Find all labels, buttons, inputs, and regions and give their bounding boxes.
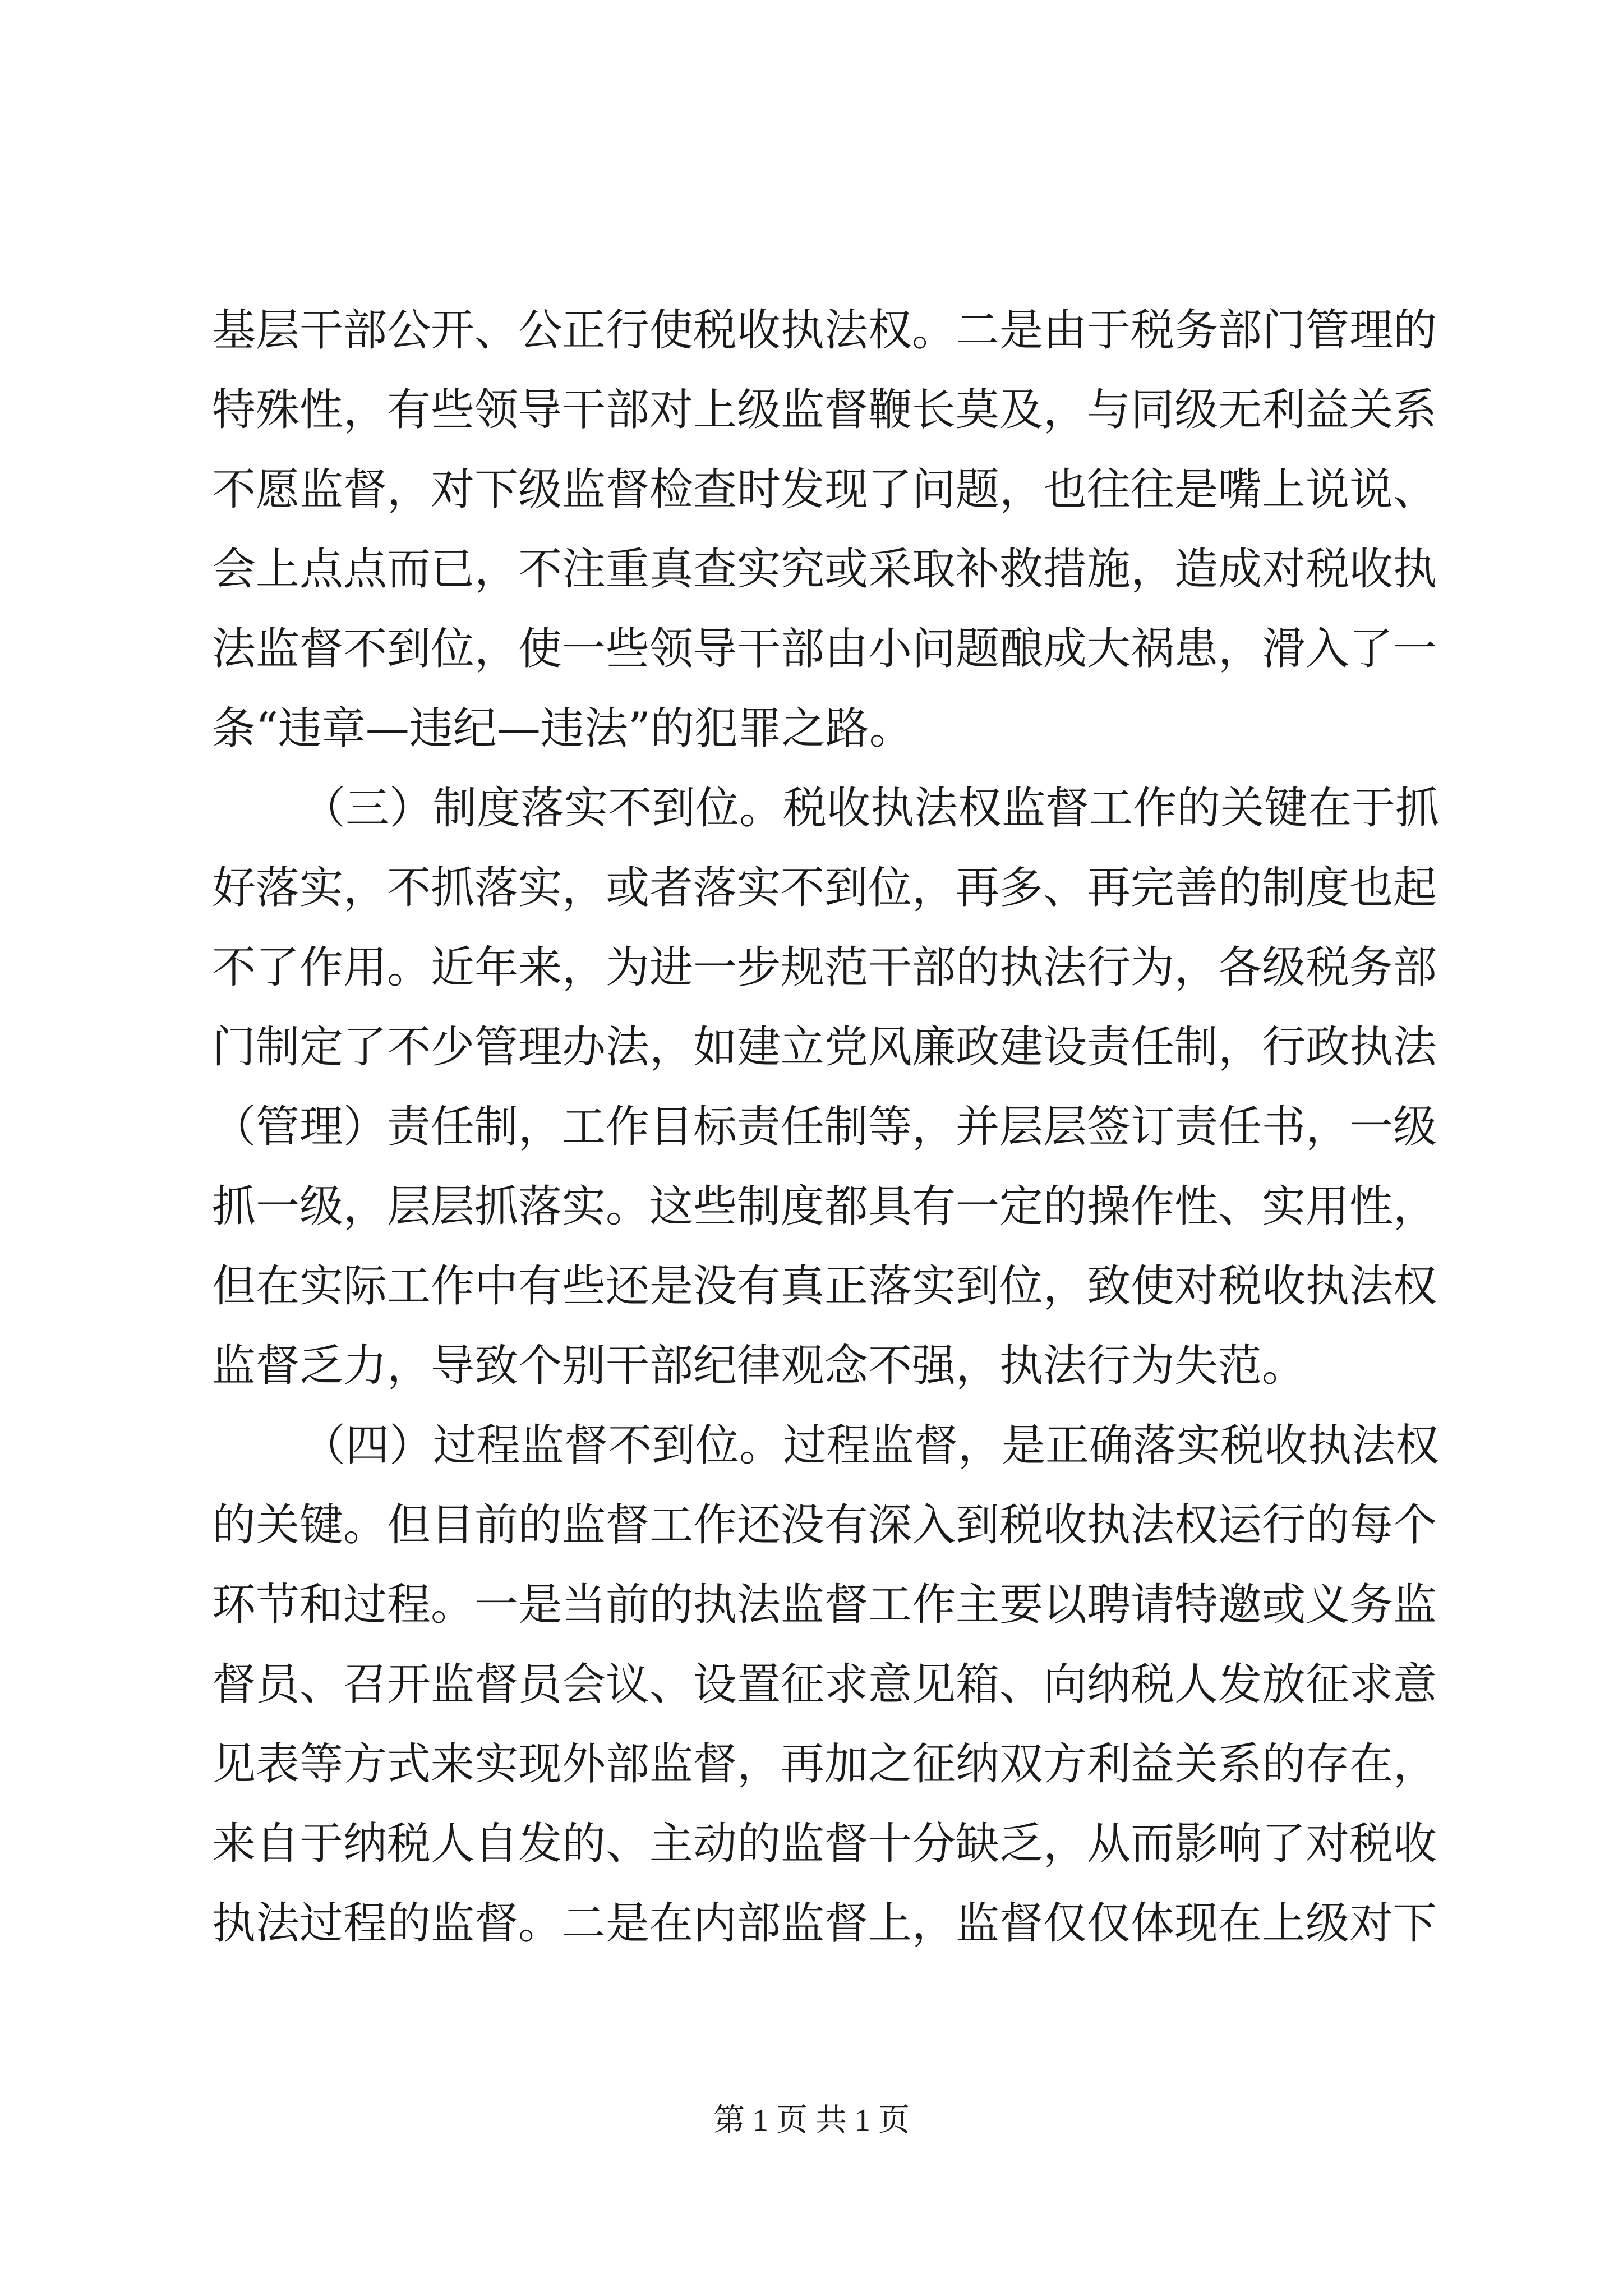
text-line: 督员、召开监督员会议、设置征求意见箱、向纳税人发放征求意 bbox=[212, 1659, 1437, 1710]
text-line: 监督乏力，导致个别干部纪律观念不强，执法行为失范。 bbox=[212, 1341, 1306, 1391]
text-line: 执法过程的监督。二是在内部监督上，监督仅仅体现在上级对下 bbox=[212, 1898, 1437, 1949]
text-line: 特殊性，有些领导干部对上级监督鞭长莫及，与同级无利益关系 bbox=[212, 385, 1437, 435]
page-number: 第 1 页 共 1 页 bbox=[713, 2103, 910, 2138]
text-line: 条“违章—违纪—违法”的犯罪之路。 bbox=[212, 703, 913, 754]
text-line: 门制定了不少管理办法，如建立党风廉政建设责任制，行政执法 bbox=[212, 1022, 1437, 1073]
page-footer bbox=[0, 2098, 1623, 2143]
text-line: 基层干部公开、公正行使税收执法权。二是由于税务部门管理的 bbox=[212, 305, 1437, 356]
text-line: 但在实际工作中有些还是没有真正落实到位，致使对税收执法权 bbox=[212, 1261, 1437, 1312]
text-line: （管理）责任制，工作目标责任制等，并层层签订责任书，一级 bbox=[212, 1102, 1437, 1152]
paragraph-first-line: （四）过程监督不到位。过程监督，是正确落实税收执法权 bbox=[302, 1420, 1440, 1471]
text-line: 来自于纳税人自发的、主动的监督十分缺乏，从而影响了对税收 bbox=[212, 1819, 1437, 1869]
text-line: 法监督不到位，使一些领导干部由小问题酿成大祸患，滑入了一 bbox=[212, 624, 1437, 674]
text-line: 不愿监督，对下级监督检查时发现了问题，也往往是嘴上说说、 bbox=[212, 464, 1437, 515]
text-line: 见表等方式来实现外部监督，再加之征纳双方利益关系的存在， bbox=[212, 1739, 1437, 1789]
text-line: 不了作用。近年来，为进一步规范干部的执法行为，各级税务部 bbox=[212, 942, 1437, 993]
document-body bbox=[212, 291, 1440, 1963]
text-line: 环节和过程。一是当前的执法监督工作主要以聘请特邀或义务监 bbox=[212, 1580, 1437, 1630]
text-line: 好落实，不抓落实，或者落实不到位，再多、再完善的制度也起 bbox=[212, 863, 1437, 913]
paragraph-first-line: （三）制度落实不到位。税收执法权监督工作的关键在于抓 bbox=[302, 783, 1440, 834]
text-line: 的关键。但目前的监督工作还没有深入到税收执法权运行的每个 bbox=[212, 1500, 1437, 1550]
text-line: 抓一级，层层抓落实。这些制度都具有一定的操作性、实用性， bbox=[212, 1181, 1437, 1232]
text-line: 会上点点而已，不注重真查实究或采取补救措施，造成对税收执 bbox=[212, 544, 1437, 595]
